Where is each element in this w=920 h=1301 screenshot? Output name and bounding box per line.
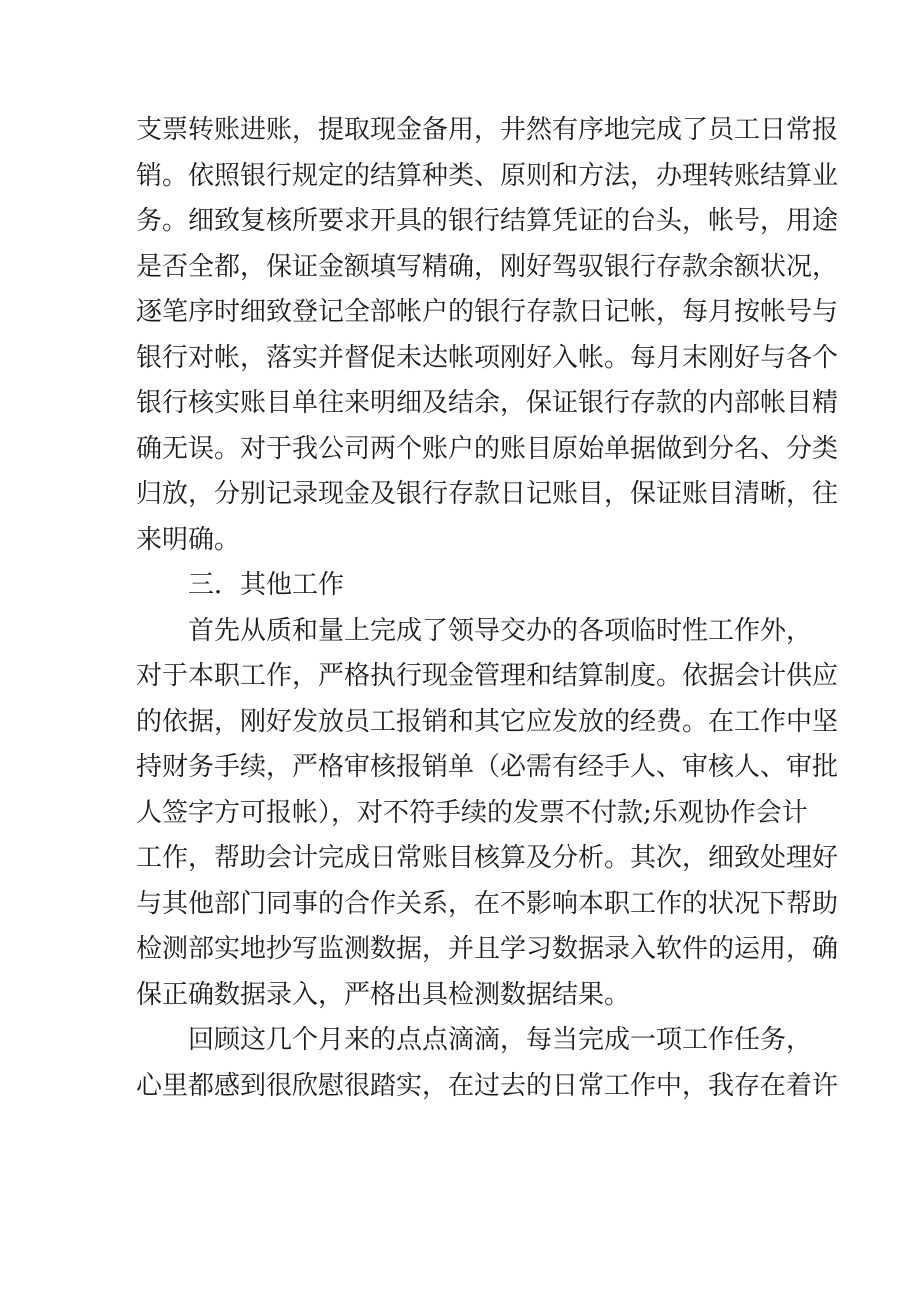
text-line: 持财务手续，严格审核报销单（必需有经手人、审核人、审批 [136, 752, 839, 782]
text-line: 首先从质和量上完成了领导交办的各项临时性工作外， [188, 615, 813, 646]
paragraph-bank-duties [136, 108, 839, 563]
paragraph-other-work [136, 609, 839, 1019]
text-line: 销。依照银行规定的结算种类、原则和方法，办理转账结算业 [136, 160, 839, 191]
text-line: 支票转账进账，提取现金备用，井然有序地完成了员工日常报 [136, 115, 839, 145]
text-line: 工作，帮助会计完成日常账目核算及分析。其次，细致处理好 [136, 843, 839, 873]
document-body [136, 108, 839, 1109]
text-line: 银行对帐，落实并督促未达帐项刚好入帐。每月末刚好与各个 [136, 342, 839, 373]
text-line: 人签字方可报帐），对不符手续的发票不付款;乐观协作会计 [136, 797, 808, 828]
text-line: 逐笔序时细致登记全部帐户的银行存款日记帐，每月按帐号与 [136, 297, 839, 327]
text-line: 与其他部门同事的合作关系，在不影响本职工作的状况下帮助 [136, 888, 839, 919]
section-heading-other-work [136, 563, 796, 609]
text-line: 务。细致复核所要求开具的银行结算凭证的台头，帐号，用途 [136, 206, 839, 236]
text-line: 来明确。 [136, 524, 241, 555]
text-line: 是否全都，保证金额填写精确，刚好驾驭银行存款余额状况， [136, 251, 839, 282]
text-line: 对于本职工作，严格执行现金管理和结算制度。依据会计供应 [136, 661, 839, 691]
paragraph-review [136, 1018, 839, 1109]
text-line: 确无误。对于我公司两个账户的账目原始单据做到分名、分类 [136, 433, 839, 464]
text-line: 回顾这几个月来的点点滴滴，每当完成一项工作任务， [188, 1025, 813, 1055]
text-line: 银行核实账目单往来明细及结余，保证银行存款的内部帐目精 [136, 388, 839, 418]
text-line: 心里都感到很欣慰很踏实，在过去的日常工作中，我存在着许 [136, 1070, 839, 1101]
section-heading: 三．其他工作 [188, 570, 345, 600]
text-line: 的依据，刚好发放员工报销和其它应发放的经费。在工作中坚 [136, 706, 839, 737]
text-line: 保正确数据录入，严格出具检测数据结果。 [136, 979, 631, 1010]
text-line: 归放，分别记录现金及银行存款日记账目，保证账目清晰，往 [136, 479, 839, 509]
text-line: 检测部实地抄写监测数据，并且学习数据录入软件的运用，确 [136, 934, 839, 964]
